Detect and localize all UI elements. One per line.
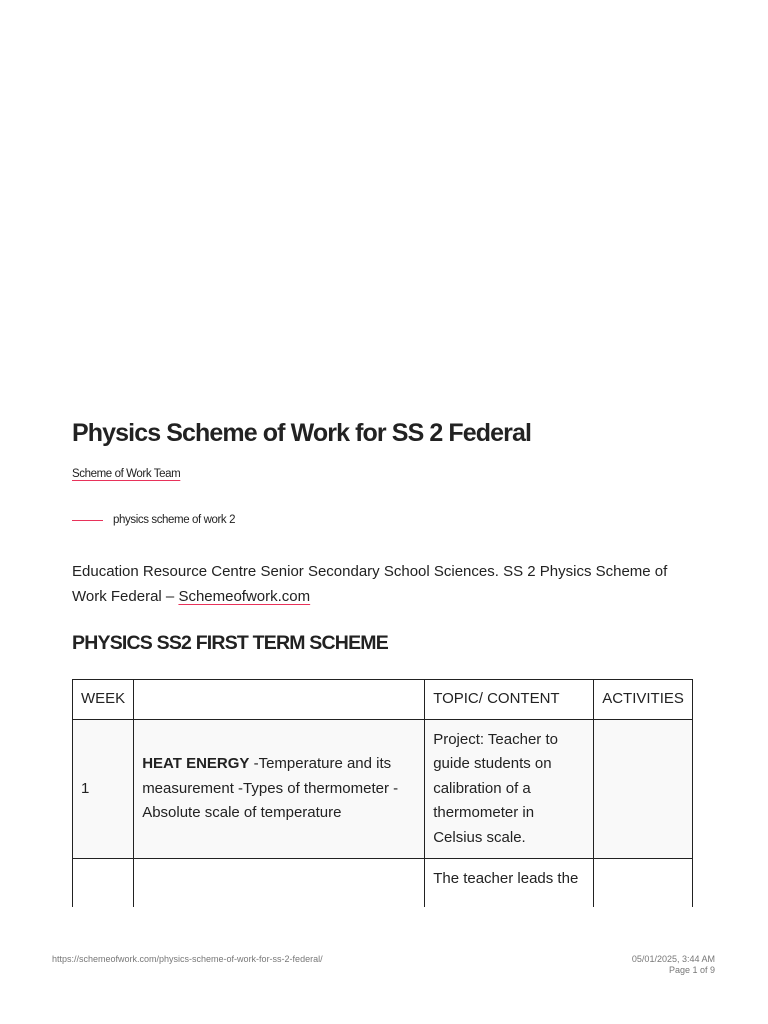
tag-row bbox=[72, 514, 235, 526]
header-content: TOPIC/ CONTENT bbox=[425, 680, 594, 720]
intro-paragraph bbox=[72, 560, 702, 609]
footer-datetime: 05/01/2025, 3:44 AM bbox=[631, 954, 715, 964]
table-row bbox=[73, 719, 693, 859]
cell-week: 1 bbox=[73, 719, 134, 859]
header-week: WEEK bbox=[73, 680, 134, 720]
section-title: PHYSICS SS2 FIRST TERM SCHEME bbox=[72, 632, 388, 654]
scheme-table-wrapper bbox=[72, 679, 702, 907]
cell-content: Project: Teacher to guide students on calibration of a thermometer in Celsius scale. bbox=[425, 719, 594, 859]
footer-meta bbox=[632, 954, 715, 976]
cell-activities bbox=[594, 859, 693, 908]
cell-activities bbox=[594, 719, 693, 859]
scheme-table bbox=[72, 679, 693, 907]
header-topic bbox=[134, 680, 425, 720]
cell-content: The teacher leads the bbox=[425, 859, 594, 908]
page-title: Physics Scheme of Work for SS 2 Federal bbox=[72, 419, 532, 447]
intro-text: Education Resource Centre Senior Secondary School Sciences. SS 2 Physics Scheme of Work Federal – bbox=[72, 563, 668, 605]
table-row bbox=[73, 859, 693, 908]
tag-label[interactable]: physics scheme of work 2 bbox=[113, 514, 236, 526]
author-link[interactable]: Scheme of Work Team bbox=[72, 468, 181, 480]
cell-topic bbox=[134, 719, 425, 859]
footer-url: https://schemeofwork.com/physics-scheme-of-work-for-ss-2-federal/ bbox=[52, 954, 323, 964]
table-header-row bbox=[73, 680, 693, 720]
intro-link[interactable]: Schemeofwork.com bbox=[178, 587, 311, 605]
footer-page-number: Page 1 of 9 bbox=[668, 965, 715, 975]
cell-topic bbox=[134, 859, 425, 908]
topic-detail: -Temperature and its measurement -Types of thermometer -Absolute scale of temperature bbox=[142, 755, 399, 821]
tag-divider bbox=[72, 520, 103, 521]
cell-week bbox=[73, 859, 134, 908]
header-activities: ACTIVITIES bbox=[594, 680, 693, 720]
topic-heading: HEAT ENERGY bbox=[142, 755, 250, 772]
